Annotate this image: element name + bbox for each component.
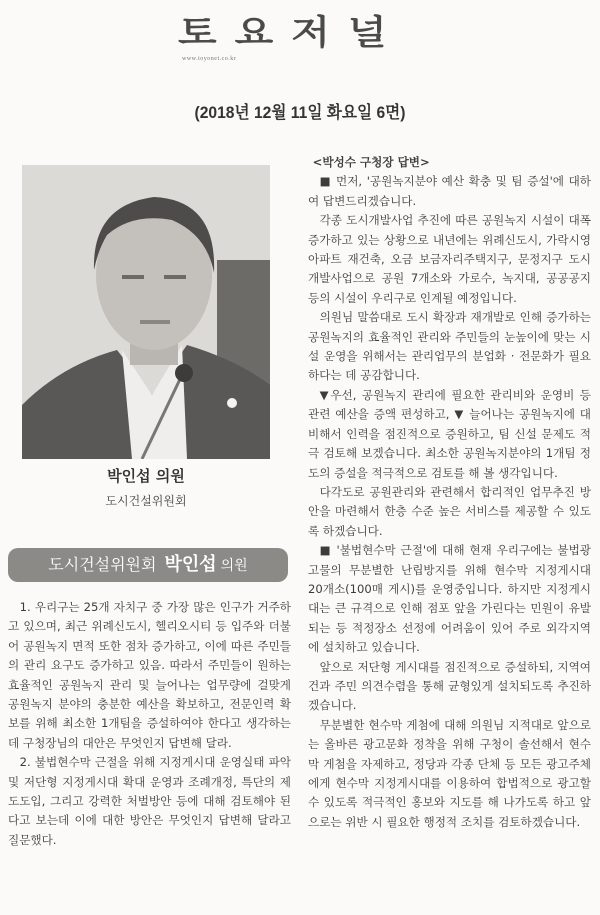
answer-paragraph: 무분별한 현수막 게첨에 대해 의원님 지적대로 앞으로는 올바른 광고문화 정착을 위해 구청이 솔선해서 현수막 게첨을 자제하고, 정당과 각종 단체 등 모든 광고주체에게 현수막 지정게시대를 이용하여 합법적으로 광고할 수 있도록 적극적인 홍보와 지도를 해 나가도록 하고 앞으로는 위반 시 필요한 행정적 조치를 검토하겠습니다.: [308, 717, 591, 829]
portrait-image-icon: [22, 165, 270, 459]
question-paragraph-1: 1. 우리구는 25개 자치구 중 가장 많은 인구가 거주하고 있으며, 최근 위례신도시, 헬리오시티 등 입주와 더불어 공원녹지 면적 또한 점차 증가하고, 이에 따른 주민들의 관리 요구도 증가하고 있음. 따라서 주민들이 원하는 효율적인 공원녹지 관리 및 늘어나는 업무량에 걸맞게 공원녹지 분야의 충분한 예산을 확보하고, 전문인력 확보를 위해 최소한 1개팀을 증설하여야 한다고 생각하는데 구청장님의 대안은 무엇인지 답변해 달라.: [8, 600, 291, 750]
photo-caption-name: 박인섭 의원: [107, 467, 185, 485]
dateline: (2018년 12월 11일 화요일 6면): [194, 103, 406, 122]
councilor-photo: [22, 165, 270, 459]
answer-paragraph: 다각도로 공원관리와 관련해서 합리적인 업무추진 방안을 마련해서 한층 수준 높은 서비스를 제공할 수 있도록 하겠습니다.: [308, 484, 591, 538]
answer-paragraph: 각종 도시개발사업 추진에 따른 공원녹지 시설이 대폭 증가하고 있는 상황으로 내년에는 위례신도시, 가락시영 아파트 재건축, 오금 보금자리주택지구, 문정지구 도시개발사업으로 공원 7개소와 가로수, 녹지대, 공공공지 등의 시설이 우리구로 인계될 예정입니다.: [308, 213, 591, 305]
section-councilor-name: 박인섭: [164, 554, 217, 575]
photo-caption-committee: 도시건설위원회: [105, 494, 187, 508]
answer-paragraph: ▼우선, 공원녹지 관리에 필요한 관리비와 운영비 등 관련 예산을 증액 편성하고, ▼ 늘어나는 공원녹지에 대비해서 인력을 점진적으로 증원하고, 팀 신설 문제도 적극 검토해 보겠습니다. 최소한 공원녹지분야의 1개팀 정도의 증설을 적극적으로 검토를 해 볼 생각입니다.: [308, 387, 591, 480]
section-councilor-title: 의원: [220, 558, 248, 574]
section-header-bar: [8, 548, 288, 582]
answer-paragraph: ■ 먼저, '공원녹지분야 예산 확충 및 팀 증설'에 대하여 답변드리겠습니다.: [308, 174, 591, 208]
question-column: [8, 598, 291, 850]
answer-paragraph: ■ '불법현수막 근절'에 대해 현재 우리구에는 불법광고물의 무분별한 난립방지를 위해 현수막 지정게시대 20개소(100매 게시)를 운영중입니다. 하지만 지정게시대는 큰 규격으로 인해 점포 앞을 가린다는 민원이 유발되는 등 적정장소 선정에 어려움이 있어 주로 외각지역에 설치하고 있습니다.: [308, 543, 591, 655]
answer-heading: <박성수 구청장 답변>: [312, 155, 430, 169]
answer-column: [308, 153, 591, 832]
question-paragraph-2: 2. 불법현수막 근절을 위해 지정게시대 운영실태 파악 및 저단형 지정게시대 확대 운영과 조례개정, 특단의 제도도입, 그리고 강력한 처벌방안 등에 대해 검토해야 된다고 보는데 이에 대한 방안은 무엇인지 답변해 달라고 질문했다.: [8, 755, 291, 847]
newspaper-logo: 토요저널: [178, 13, 405, 53]
newspaper-url: www.toyonet.co.kr: [182, 56, 237, 62]
answer-paragraph: 앞으로 저단형 게시대를 점진적으로 증설하되, 지역여건과 주민 의견수렴을 통해 균형있게 설치되도록 추진하겠습니다.: [308, 659, 591, 713]
section-committee: 도시건설위원회: [48, 555, 157, 574]
answer-paragraph: 의원님 말씀대로 도시 확장과 재개발로 인해 증가하는 공원녹지의 효율적인 관리와 주민들의 눈높이에 맞는 시설 운영을 위해서는 관리업무의 분업화 · 전문화가 필요하다는 데 공감합니다.: [308, 310, 591, 383]
masthead: [0, 0, 600, 75]
